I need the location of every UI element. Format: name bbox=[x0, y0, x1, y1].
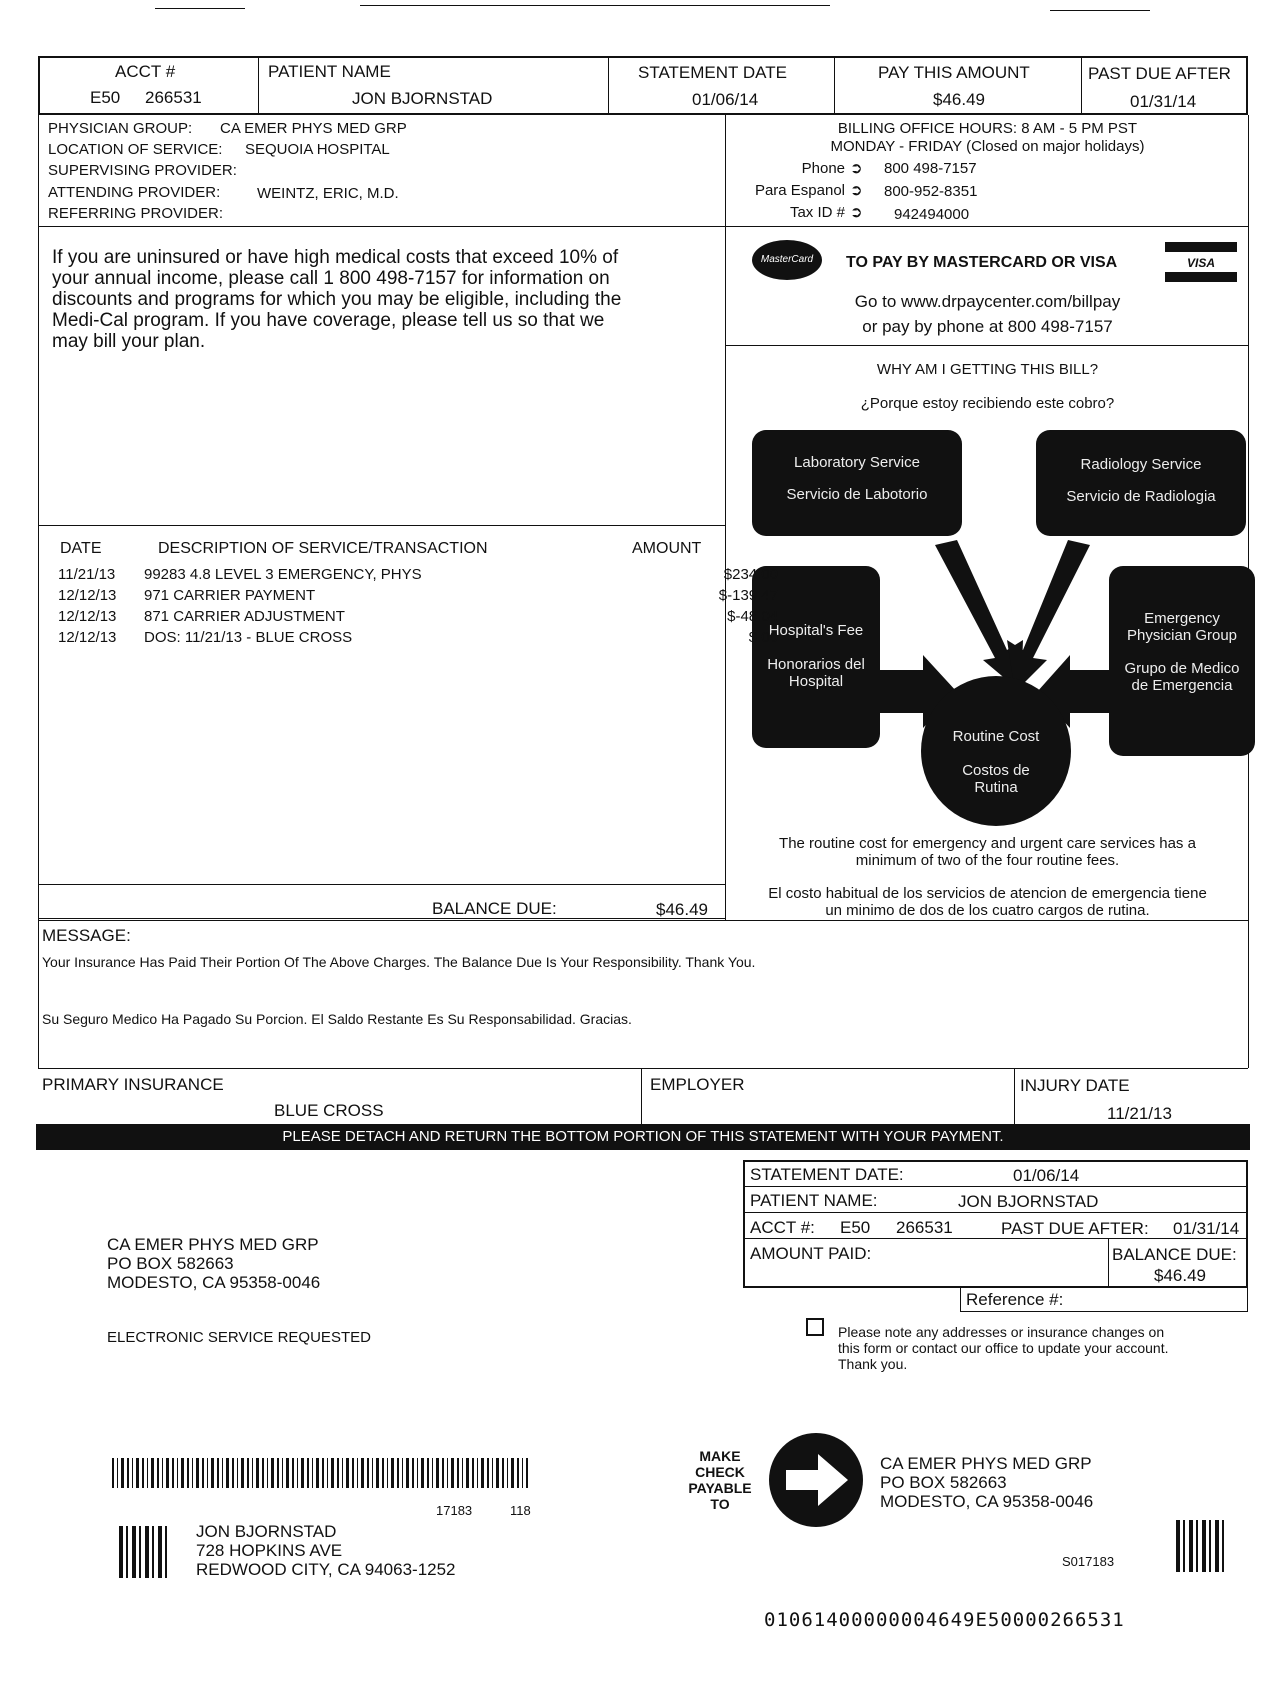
injury-date: 11/21/13 bbox=[1107, 1104, 1172, 1123]
payment-url: Go to www.drpaycenter.com/billpay bbox=[854, 292, 1121, 311]
stub-patient-name-label: PATIENT NAME: bbox=[750, 1191, 878, 1210]
scan-mark bbox=[155, 8, 245, 9]
why-title-es: ¿Porque estoy recibiendo este cobro? bbox=[860, 395, 1115, 412]
radiology-card: Radiology Service Servicio de Radiologia bbox=[1036, 430, 1246, 536]
balance-due-label: BALANCE DUE: bbox=[432, 899, 557, 918]
physician-group-label: PHYSICIAN GROUP: bbox=[48, 120, 193, 137]
payee-name: CA EMER PHYS MED GRP bbox=[880, 1454, 1092, 1473]
make-check-label: MAKE CHECK PAYABLE TO bbox=[688, 1448, 752, 1512]
stub-acct-label: ACCT #: bbox=[750, 1218, 815, 1237]
payment-title: TO PAY BY MASTERCARD OR VISA bbox=[846, 254, 1118, 271]
espanol-label: Para Espanol bbox=[754, 182, 845, 199]
hospital-fee-card: Hospital's Fee Honorarios del Hospital bbox=[752, 566, 880, 748]
stub-balance: $46.49 bbox=[1154, 1266, 1206, 1285]
primary-insurance-label: PRIMARY INSURANCE bbox=[42, 1075, 224, 1094]
mastercard-logo: MasterCard bbox=[752, 240, 822, 280]
routine-note-en: The routine cost for emergency and urgent care services has a bbox=[779, 835, 1196, 852]
col-amount: AMOUNT bbox=[632, 540, 702, 557]
pay-amount-label: PAY THIS AMOUNT bbox=[878, 63, 1030, 82]
statement-date: 01/06/14 bbox=[692, 90, 759, 109]
pay-amount: $46.49 bbox=[933, 90, 985, 109]
notice-line: discounts and programs for which you may be eligible, including the bbox=[52, 289, 622, 310]
stub-past-due: 01/31/14 bbox=[1173, 1219, 1240, 1238]
past-due-date: 01/31/14 bbox=[1130, 92, 1197, 111]
scan-mark bbox=[1050, 10, 1150, 11]
injury-date-label: INJURY DATE bbox=[1020, 1076, 1130, 1095]
routine-cost-circle: Routine Cost Costos de Rutina bbox=[921, 676, 1071, 826]
stub-statement-date: 01/06/14 bbox=[1013, 1166, 1080, 1185]
acct-label: ACCT # bbox=[115, 62, 176, 81]
phone-label: Phone bbox=[801, 160, 845, 177]
notice-line: Medi-Cal program. If you have coverage, please tell us so that we bbox=[52, 310, 605, 331]
tax-id-label: Tax ID # bbox=[789, 204, 845, 221]
message-es: Su Seguro Medico Ha Pagado Su Porcion. El Saldo Restante Es Su Responsabilidad. Gracias. bbox=[42, 1011, 632, 1027]
address-note: Please note any addresses or insurance changes on this form or contact our office to update your account. Thank you. bbox=[838, 1324, 1169, 1372]
attending-label: ATTENDING PROVIDER: bbox=[48, 184, 221, 201]
arrow-circle-icon bbox=[768, 1432, 864, 1528]
espanol-phone: 800-952-8351 bbox=[884, 183, 978, 200]
amount-paid-label: AMOUNT PAID: bbox=[750, 1244, 872, 1263]
routine-note-en: minimum of two of the four routine fees. bbox=[855, 852, 1120, 869]
payee-code: S017183 bbox=[1062, 1554, 1115, 1569]
scan-mark bbox=[360, 5, 830, 6]
notice-line: If you are uninsured or have high medical costs that exceed 10% of bbox=[52, 247, 619, 268]
arrow-icon bbox=[935, 540, 1023, 692]
arrow-right-icon: ➲ bbox=[850, 204, 863, 221]
physician-group: CA EMER PHYS MED GRP bbox=[220, 120, 407, 137]
employer-label: EMPLOYER bbox=[650, 1075, 745, 1094]
message-label: MESSAGE: bbox=[42, 926, 131, 945]
emergency-group-card: Emergency Physician Group Grupo de Medico de Emergencia bbox=[1109, 566, 1255, 756]
detach-banner: PLEASE DETACH AND RETURN THE BOTTOM PORTION OF THIS STATEMENT WITH YOUR PAYMENT. bbox=[36, 1124, 1250, 1150]
location-label: LOCATION OF SERVICE: bbox=[48, 141, 223, 158]
supervising-label: SUPERVISING PROVIDER: bbox=[48, 162, 237, 179]
patient-name: JON BJORNSTAD bbox=[352, 89, 493, 108]
visa-logo: VISA bbox=[1165, 242, 1237, 282]
stub-acct-number: 266531 bbox=[896, 1218, 953, 1237]
arrow-icon bbox=[1007, 540, 1090, 692]
return-line1: PO BOX 582663 bbox=[107, 1254, 234, 1273]
why-title: WHY AM I GETTING THIS BILL? bbox=[876, 361, 1099, 378]
attending-provider: WEINTZ, ERIC, M.D. bbox=[257, 185, 399, 202]
service-requested: ELECTRONIC SERVICE REQUESTED bbox=[107, 1329, 371, 1346]
billing-hours: BILLING OFFICE HOURS: 8 AM - 5 PM PST bbox=[837, 120, 1138, 137]
payee-line1: PO BOX 582663 bbox=[880, 1473, 1007, 1492]
address-change-checkbox[interactable] bbox=[806, 1318, 824, 1336]
postal-barcode bbox=[112, 1458, 528, 1488]
payee-address bbox=[880, 1454, 1093, 1511]
stub-past-due-label: PAST DUE AFTER: bbox=[1001, 1219, 1149, 1238]
mailing-line1: 728 HOPKINS AVE bbox=[196, 1541, 343, 1560]
qr-code-icon bbox=[119, 1526, 171, 1578]
mailing-line2: REDWOOD CITY, CA 94063-1252 bbox=[196, 1560, 456, 1579]
payment-phone: or pay by phone at 800 498-7157 bbox=[862, 317, 1113, 336]
message-en: Your Insurance Has Paid Their Portion Of The Above Charges. The Balance Due Is Your Responsibility. Thank You. bbox=[42, 954, 756, 970]
acct-prefix: E50 bbox=[90, 88, 121, 107]
billing-days: MONDAY - FRIDAY (Closed on major holidays) bbox=[830, 138, 1145, 155]
stub-patient-name: JON BJORNSTAD bbox=[958, 1192, 1099, 1211]
ocr-scanline: 01061400000004649E50000266531 bbox=[764, 1609, 1125, 1631]
uninsured-notice bbox=[52, 247, 621, 352]
lab-service-card: Laboratory Service Servicio de Labotorio bbox=[752, 430, 962, 536]
acct-number: 266531 bbox=[145, 88, 202, 107]
payee-line2: MODESTO, CA 95358-0046 bbox=[880, 1492, 1094, 1511]
stub-statement-date-label: STATEMENT DATE: bbox=[750, 1165, 904, 1184]
patient-name-label: PATIENT NAME bbox=[268, 62, 391, 81]
arrow-right-icon: ➲ bbox=[850, 160, 863, 177]
col-date: DATE bbox=[60, 540, 102, 557]
mailing-code1: 17183 bbox=[436, 1503, 473, 1518]
routine-note-es: un minimo de dos de los cuatro cargos de rutina. bbox=[825, 902, 1150, 919]
col-description: DESCRIPTION OF SERVICE/TRANSACTION bbox=[158, 540, 488, 557]
referring-label: REFERRING PROVIDER: bbox=[48, 205, 224, 222]
statement-date-label: STATEMENT DATE bbox=[638, 63, 787, 82]
mailing-code2: 118 bbox=[510, 1503, 531, 1518]
arrow-right-icon: ➲ bbox=[850, 182, 863, 199]
tax-id: 942494000 bbox=[894, 206, 970, 223]
mailing-address bbox=[196, 1522, 456, 1579]
routine-note-es: El costo habitual de los servicios de atencion de emergencia tiene bbox=[768, 885, 1207, 902]
balance-due: $46.49 bbox=[656, 900, 708, 919]
past-due-label: PAST DUE AFTER bbox=[1088, 64, 1231, 83]
reference-label: Reference #: bbox=[966, 1290, 1064, 1309]
qr-code-icon bbox=[1176, 1520, 1228, 1572]
location-of-service: SEQUOIA HOSPITAL bbox=[245, 141, 390, 158]
return-name: CA EMER PHYS MED GRP bbox=[107, 1235, 319, 1254]
billing-phone: 800 498-7157 bbox=[884, 160, 977, 177]
notice-line: your annual income, please call 1 800 498-7157 for information on bbox=[52, 268, 610, 289]
notice-line: may bill your plan. bbox=[52, 331, 206, 352]
mailing-name: JON BJORNSTAD bbox=[196, 1522, 337, 1541]
return-address bbox=[107, 1235, 320, 1292]
return-line2: MODESTO, CA 95358-0046 bbox=[107, 1273, 321, 1292]
primary-insurance: BLUE CROSS bbox=[274, 1101, 384, 1120]
stub-balance-label: BALANCE DUE: bbox=[1112, 1245, 1237, 1264]
stub-acct-prefix: E50 bbox=[840, 1218, 871, 1237]
